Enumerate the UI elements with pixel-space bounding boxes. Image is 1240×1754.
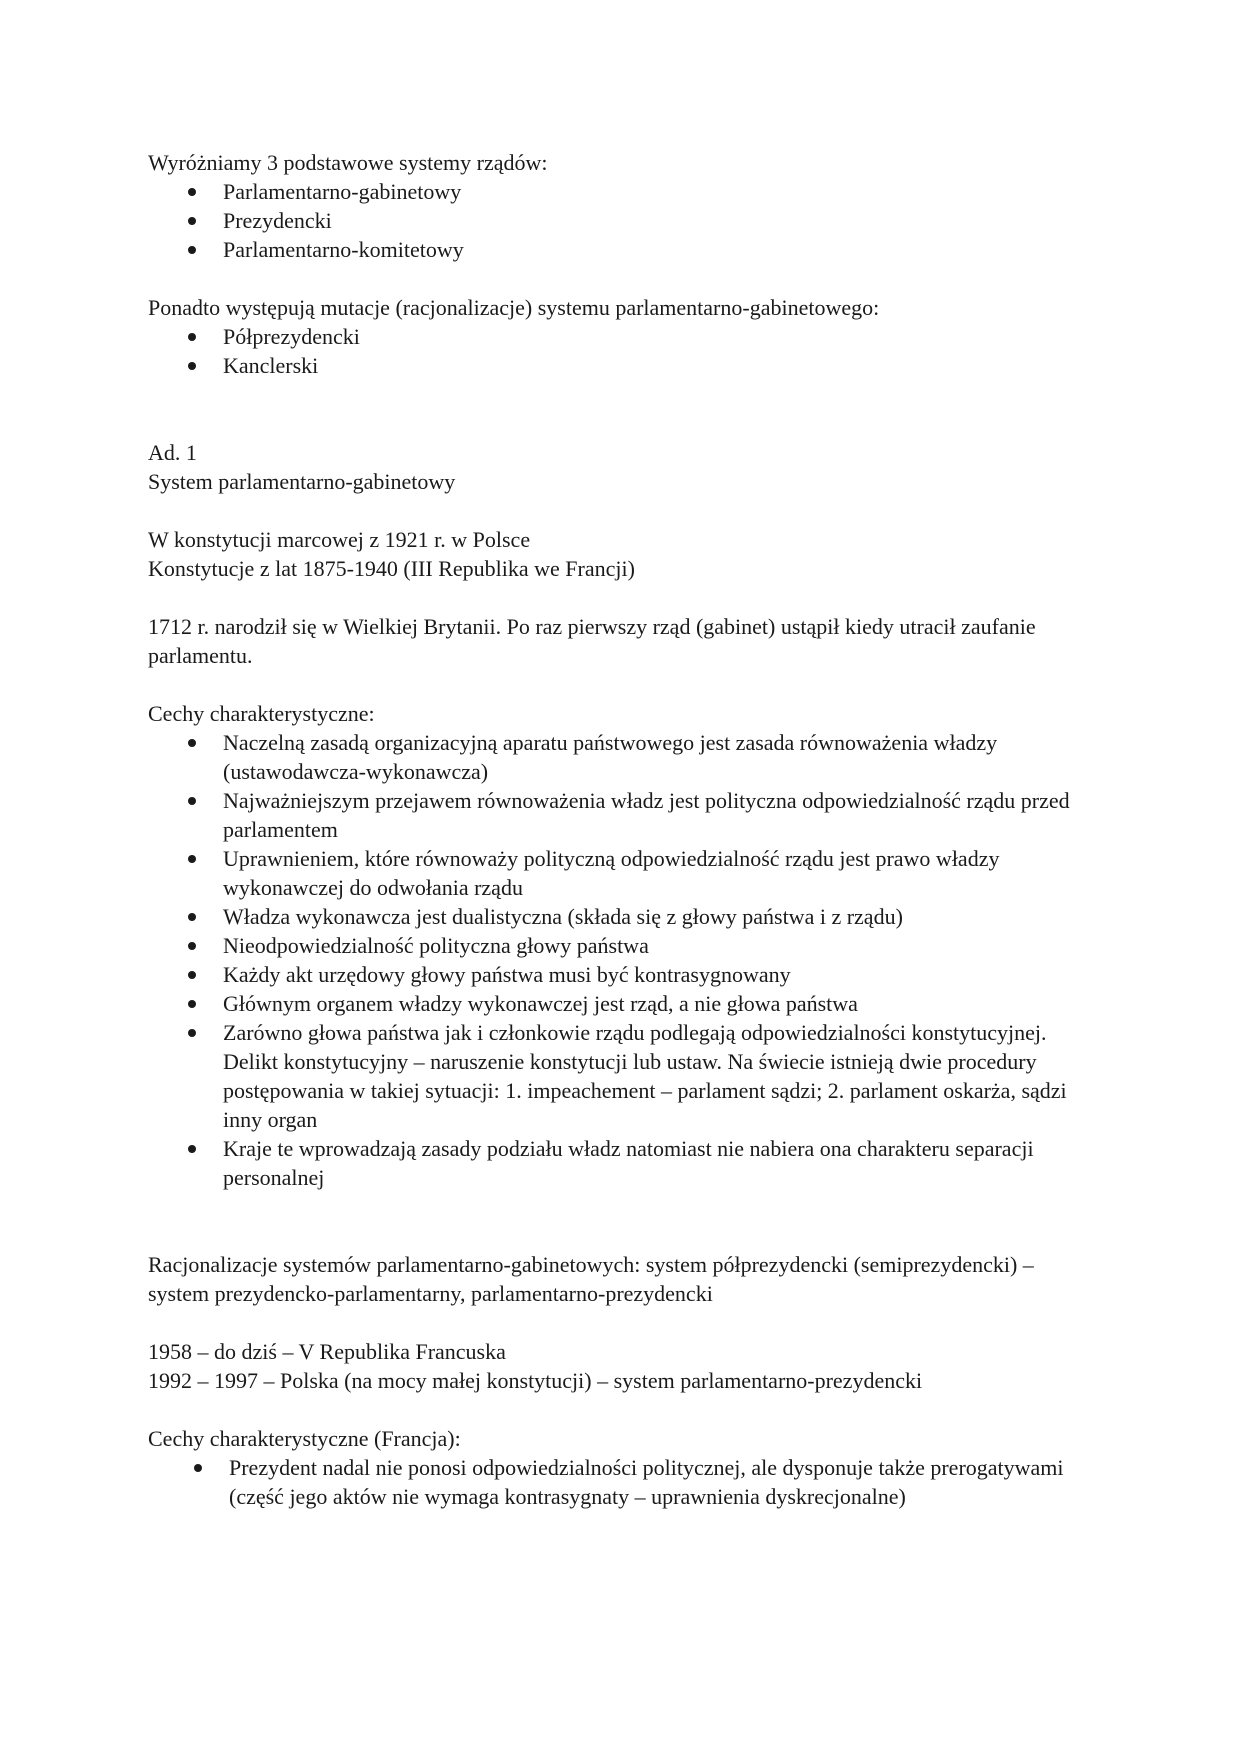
mutations-heading: Ponadto występują mutacje (racjonalizacje) systemu parlamentarno-gabinetowego:: [148, 295, 880, 320]
list-item: Głównym organem władzy wykonawczej jest rząd, a nie głowa państwa: [148, 989, 1088, 1018]
list-item: Prezydent nadal nie ponosi odpowiedzialności politycznej, ale dysponuje także prerogatywami (część jego aktów nie wymaga kontrasygnaty – uprawnienia dyskrecjonalne): [148, 1453, 1088, 1511]
spacer: [148, 496, 1088, 525]
date-line: 1958 – do dziś – V Republika Francuska: [148, 1339, 506, 1364]
list-item: Władza wykonawcza jest dualistyczna (składa się z głowy państwa i z rządu): [148, 902, 1088, 931]
intro-list: [148, 177, 1088, 264]
example-line: W konstytucji marcowej z 1921 r. w Polsce: [148, 527, 531, 552]
spacer: [148, 583, 1088, 612]
section-title: System parlamentarno-gabinetowy: [148, 469, 456, 494]
list-item: Kanclerski: [148, 351, 1088, 380]
features-list: [148, 728, 1088, 1192]
mutations-list: [148, 322, 1088, 380]
list-item: Półprezydencki: [148, 322, 1088, 351]
list-item: Parlamentarno-gabinetowy: [148, 177, 1088, 206]
spacer: [148, 380, 1088, 438]
list-item: Uprawnieniem, które równoważy polityczną odpowiedzialność rządu jest prawo władzy wykonawczej do odwołania rządu: [148, 844, 1088, 902]
origin-paragraph: 1712 r. narodził się w Wielkiej Brytanii. Po raz pierwszy rząd (gabinet) ustąpił kiedy utracił zaufanie parlamentu.: [148, 614, 1036, 668]
list-item: Najważniejszym przejawem równoważenia władz jest polityczna odpowiedzialność rządu przed parlamentem: [148, 786, 1088, 844]
date-line: 1992 – 1997 – Polska (na mocy małej konstytucji) – system parlamentarno-prezydencki: [148, 1368, 923, 1393]
spacer: [148, 1395, 1088, 1424]
spacer: [148, 1192, 1088, 1250]
rationalizations-paragraph: Racjonalizacje systemów parlamentarno-gabinetowych: system półprezydencki (semiprezydencki) – system prezydencko-parlamentarny, parlamentarno-prezydencki: [148, 1252, 1034, 1306]
list-item: Prezydencki: [148, 206, 1088, 235]
spacer: [148, 1308, 1088, 1337]
list-item: Parlamentarno-komitetowy: [148, 235, 1088, 264]
list-item: Każdy akt urzędowy głowy państwa musi być kontrasygnowany: [148, 960, 1088, 989]
list-item: Nieodpowiedzialność polityczna głowy państwa: [148, 931, 1088, 960]
spacer: [148, 670, 1088, 699]
document-page: [148, 148, 1088, 1511]
spacer: [148, 264, 1088, 293]
example-line: Konstytucje z lat 1875-1940 (III Republika we Francji): [148, 556, 635, 581]
list-item: Kraje te wprowadzają zasady podziału władz natomiast nie nabiera ona charakteru separacji personalnej: [148, 1134, 1088, 1192]
france-features-heading: Cechy charakterystyczne (Francja):: [148, 1426, 461, 1451]
intro-heading: Wyróżniamy 3 podstawowe systemy rządów:: [148, 150, 548, 175]
features-heading: Cechy charakterystyczne:: [148, 701, 375, 726]
list-item: Naczelną zasadą organizacyjną aparatu państwowego jest zasada równoważenia władzy (ustawodawcza-wykonawcza): [148, 728, 1088, 786]
section-label: Ad. 1: [148, 440, 197, 465]
france-features-list: [148, 1453, 1088, 1511]
list-item: Zarówno głowa państwa jak i członkowie rządu podlegają odpowiedzialności konstytucyjnej. Delikt konstytucyjny – naruszenie konstytucji lub ustaw. Na świecie istnieją dwie procedury postępowania w takiej sytuacji: 1. impeachement – parlament sądzi; 2. parlament oskarża, sądzi inny organ: [148, 1018, 1088, 1134]
